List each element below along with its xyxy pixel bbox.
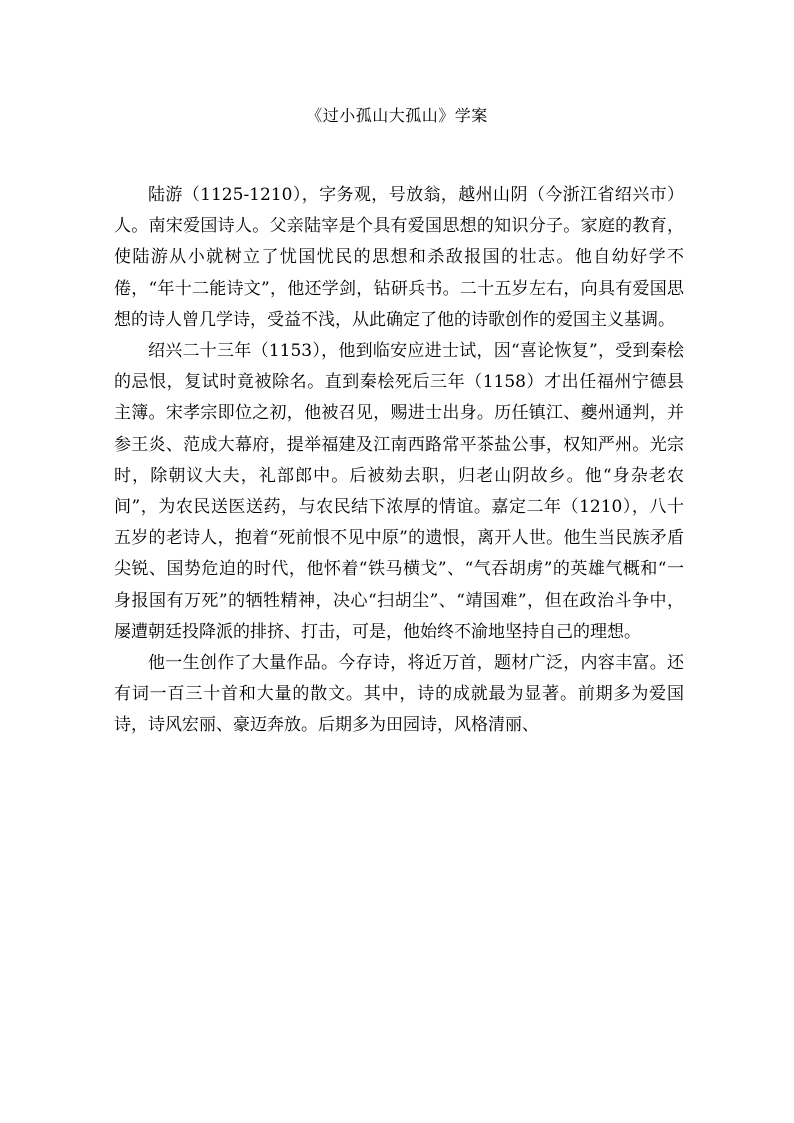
document-title: 《过小孤山大孤山》学案 xyxy=(306,106,488,125)
paragraph-career: 绍兴二十三年（1153），他到临安应进士试，因“喜论恢复”，受到秦桧的忌恨，复试时竟被除名。直到秦桧死后三年（1158）才出任福州宁德县主簿。宋孝宗即位之初，他被召见，赐进士出身。历任镇江、夔州通判，并参王炎、范成大幕府，提举福建及江南西路常平茶盐公事，权知严州。光宗时，除朝议大夫，礼部郎中。后被劾去职，归老山阴故乡。他“身杂老农间”，为农民送医送药，与农民结下浓厚的情谊。嘉定二年（1210），八十五岁的老诗人，抱着“死前恨不见中原”的遗恨，离开人世。他生当民族矛盾尖锐、国势危迫的时代，他怀着“铁马横戈”、“气吞胡虏”的英雄气概和“一身报国有万死”的牺牲精神，决心“扫胡尘”、“靖国难”，但在政治斗争中，屡遭朝廷投降派的排挤、打击，可是，他始终不渝地坚持自己的理想。 xyxy=(114,341,684,642)
document-body xyxy=(114,180,684,742)
paragraph-author-bio: 陆游（1125-1210），字务观，号放翁，越州山阴（今浙江省绍兴市）人。南宋爱国诗人。父亲陆宰是个具有爱国思想的知识分子。家庭的教育，使陆游从小就树立了忧国忧民的思想和杀敌报国的壮志。他自幼好学不倦，“年十二能诗文”，他还学剑，钻研兵书。二十五岁左右，向具有爱国思想的诗人曾几学诗，受益不浅，从此确定了他的诗歌创作的爱国主义基调。 xyxy=(114,185,684,330)
paragraph-works: 他一生创作了大量作品。今存诗，将近万首，题材广泛，内容丰富。还有词一百三十首和大量的散文。其中，诗的成就最为显著。前期多为爱国诗，诗风宏丽、豪迈奔放。后期多为田园诗，风格清丽、 xyxy=(114,653,684,736)
